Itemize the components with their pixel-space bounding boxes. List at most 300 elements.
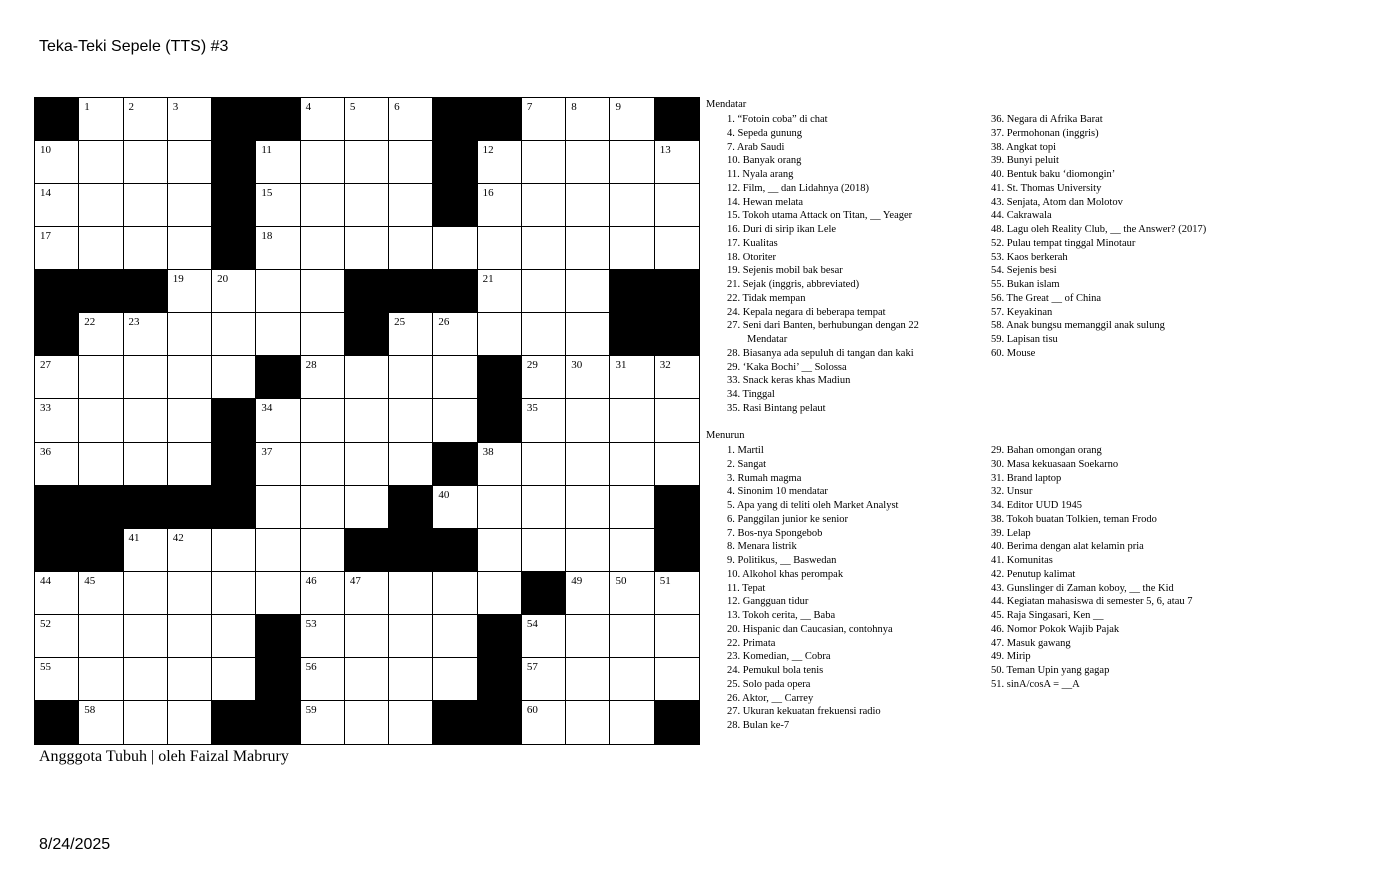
clue-item: 16. Duri di sirip ikan Lele	[727, 224, 837, 235]
clue-item: 22. Tidak mempan	[727, 292, 806, 304]
black-cell	[389, 529, 433, 572]
grid-cell[interactable]	[610, 98, 654, 141]
grid-cell[interactable]	[610, 615, 654, 658]
grid-cell[interactable]	[124, 98, 168, 141]
clue-item: 51. sinA/cosA = __A	[991, 678, 1080, 690]
grid-cell[interactable]	[389, 313, 433, 356]
grid-cell[interactable]	[168, 270, 212, 313]
clue-item: 42. Penutup kalimat	[991, 568, 1076, 580]
clue-number: 2	[128, 101, 135, 113]
grid-cell[interactable]	[79, 701, 123, 744]
grid-cell[interactable]	[35, 141, 79, 184]
clue-number: 57	[526, 660, 538, 673]
clue-item: 59. Lapisan tisu	[991, 334, 1058, 345]
clue-number: 56	[305, 660, 317, 673]
grid-cell[interactable]	[610, 184, 654, 227]
grid-cell[interactable]	[566, 227, 610, 270]
clue-number: 49	[571, 574, 583, 587]
grid-cell[interactable]	[79, 399, 123, 442]
grid-cell[interactable]	[124, 658, 168, 701]
black-cell	[79, 529, 123, 572]
grid-cell[interactable]	[566, 615, 610, 658]
grid-cell[interactable]	[566, 443, 610, 486]
black-cell	[256, 701, 300, 744]
grid-cell[interactable]	[566, 313, 610, 356]
grid-cell[interactable]	[610, 141, 654, 184]
clue-number: 6	[394, 101, 400, 113]
black-cell	[212, 701, 256, 744]
grid-cell[interactable]	[345, 98, 389, 141]
black-cell	[212, 184, 256, 227]
black-cell	[168, 486, 212, 529]
grid-cell[interactable]	[256, 184, 300, 227]
grid-cell[interactable]	[389, 399, 433, 442]
grid-cell[interactable]	[610, 227, 654, 270]
clue-item: 49. Mirip	[991, 651, 1031, 663]
grid-cell[interactable]	[168, 98, 212, 141]
grid-cell[interactable]	[610, 529, 654, 572]
clue-item: 11. Tepat	[727, 582, 766, 594]
black-cell	[433, 443, 477, 486]
grid-cell[interactable]	[522, 270, 566, 313]
grid-cell[interactable]	[655, 399, 699, 442]
clue-number: 4	[305, 101, 312, 113]
clue-item: 54. Sejenis besi	[991, 265, 1057, 277]
clue-item: 18. Otoriter	[727, 251, 776, 263]
clue-number: 32	[659, 359, 671, 372]
clue-number: 28	[305, 359, 317, 372]
grid-cell[interactable]	[655, 443, 699, 486]
grid-cell[interactable]	[79, 98, 123, 141]
clue-number: 22	[84, 316, 96, 329]
clue-number: 3	[172, 101, 179, 113]
grid-cell[interactable]	[566, 572, 610, 615]
grid-cell[interactable]	[478, 313, 522, 356]
grid-cell[interactable]	[124, 572, 168, 615]
clue-item: 1. Martil	[727, 445, 764, 456]
page-title: Teka-Teki Sepele (TTS) #3	[39, 38, 229, 55]
grid-cell[interactable]	[522, 98, 566, 141]
clue-item: 28. Bulan ke-7	[727, 720, 790, 731]
clue-item: 46. Nomor Pokok Wajib Pajak	[991, 623, 1120, 635]
grid-cell[interactable]	[522, 184, 566, 227]
clue-item: 30. Masa kekuasaan Soekarno	[991, 458, 1119, 470]
grid-cell[interactable]	[168, 313, 212, 356]
grid-cell[interactable]	[655, 227, 699, 270]
grid-cell[interactable]	[655, 572, 699, 615]
clue-item: 28. Biasanya ada sepuluh di tangan dan kaki	[727, 347, 914, 359]
grid-cell[interactable]	[168, 443, 212, 486]
clue-item: 10. Banyak orang	[727, 155, 802, 167]
grid-cell[interactable]	[212, 313, 256, 356]
black-cell	[79, 270, 123, 313]
black-cell	[256, 356, 300, 399]
clue-item: 44. Cakrawala	[991, 210, 1052, 222]
grid-cell[interactable]	[301, 529, 345, 572]
print-date: 8/24/2025	[39, 836, 111, 853]
grid-cell[interactable]	[389, 141, 433, 184]
grid-cell[interactable]	[168, 227, 212, 270]
grid-cell[interactable]	[124, 615, 168, 658]
grid-cell[interactable]	[301, 399, 345, 442]
grid-cell[interactable]	[35, 184, 79, 227]
grid-cell[interactable]	[256, 486, 300, 529]
black-cell	[433, 529, 477, 572]
black-cell	[478, 615, 522, 658]
black-cell	[433, 98, 477, 141]
clue-item: 9. Politikus, __ Baswedan	[727, 555, 837, 566]
clue-item: 20. Hispanic dan Caucasian, contohnya	[727, 623, 893, 635]
grid-cell[interactable]	[301, 615, 345, 658]
grid-cell[interactable]	[655, 184, 699, 227]
grid-cell[interactable]	[79, 141, 123, 184]
grid-cell[interactable]	[522, 443, 566, 486]
grid-cell[interactable]	[301, 658, 345, 701]
grid-cell[interactable]	[566, 356, 610, 399]
grid-cell[interactable]	[79, 615, 123, 658]
clue-item: 35. Rasi Bintang pelaut	[727, 402, 826, 414]
grid-cell[interactable]	[256, 443, 300, 486]
grid-cell[interactable]	[389, 98, 433, 141]
grid-cell[interactable]	[301, 486, 345, 529]
grid-cell[interactable]	[212, 270, 256, 313]
grid-cell[interactable]	[610, 399, 654, 442]
grid-cell[interactable]	[522, 486, 566, 529]
grid-cell[interactable]	[124, 701, 168, 744]
grid-cell[interactable]	[301, 572, 345, 615]
grid-cell[interactable]	[256, 313, 300, 356]
grid-cell[interactable]	[478, 529, 522, 572]
across-heading: Mendatar	[706, 99, 747, 110]
grid-cell[interactable]	[566, 399, 610, 442]
grid-cell[interactable]	[124, 184, 168, 227]
grid-cell[interactable]	[522, 227, 566, 270]
clue-number: 46	[305, 574, 317, 587]
grid-cell[interactable]	[301, 184, 345, 227]
grid-cell[interactable]	[522, 141, 566, 184]
grid-cell[interactable]	[566, 98, 610, 141]
clue-number: 11	[261, 144, 272, 157]
black-cell	[522, 572, 566, 615]
clue-item: 47. Masuk gawang	[991, 637, 1071, 649]
clue-item: 52. Pulau tempat tinggal Minotaur	[991, 237, 1136, 249]
grid-cell[interactable]	[345, 227, 389, 270]
grid-cell[interactable]	[168, 615, 212, 658]
clue-number: 58	[84, 703, 96, 716]
clue-item: 39. Bunyi peluit	[991, 155, 1059, 167]
clue-number: 60	[526, 703, 538, 716]
black-cell	[256, 615, 300, 658]
clue-number: 44	[40, 574, 51, 587]
grid-cell[interactable]	[79, 184, 123, 227]
clue-item: 39. Lelap	[991, 527, 1031, 539]
grid-cell[interactable]	[566, 701, 610, 744]
grid-cell[interactable]	[389, 227, 433, 270]
grid-cell[interactable]	[566, 270, 610, 313]
across-clues-col1	[727, 113, 919, 416]
grid-cell[interactable]	[389, 701, 433, 744]
grid-cell[interactable]	[35, 615, 79, 658]
clue-item: 56. The Great __ of China	[991, 292, 1102, 304]
clue-item: 48. Lagu oleh Reality Club, __ the Answer? (2017)	[991, 224, 1207, 235]
grid-cell[interactable]	[566, 141, 610, 184]
down-clues-col1	[727, 444, 898, 733]
grid-cell[interactable]	[124, 356, 168, 399]
grid-cell[interactable]	[345, 572, 389, 615]
black-cell	[345, 270, 389, 313]
grid-cell[interactable]	[389, 443, 433, 486]
grid-cell[interactable]	[433, 356, 477, 399]
grid-cell[interactable]	[478, 184, 522, 227]
black-cell	[655, 313, 699, 356]
clue-number: 29	[526, 359, 538, 372]
grid-cell[interactable]	[345, 443, 389, 486]
grid-cell[interactable]	[256, 141, 300, 184]
grid-cell[interactable]	[566, 184, 610, 227]
grid-cell[interactable]	[124, 227, 168, 270]
grid-cell[interactable]	[301, 270, 345, 313]
clue-item: 17. Kualitas	[727, 237, 778, 249]
clue-number: 23	[128, 316, 140, 329]
clue-item: 33. Snack keras khas Madiun	[727, 375, 851, 387]
clue-item: 58. Anak bungsu memanggil anak sulung	[991, 320, 1165, 332]
grid-cell[interactable]	[212, 356, 256, 399]
black-cell	[478, 356, 522, 399]
clue-number: 39	[217, 488, 229, 501]
grid-cell[interactable]	[168, 399, 212, 442]
clue-item: 15. Tokoh utama Attack on Titan, __ Yeager	[727, 210, 913, 222]
grid-cell[interactable]	[655, 615, 699, 658]
black-cell	[124, 270, 168, 313]
grid-cell[interactable]	[345, 486, 389, 529]
grid-cell[interactable]	[433, 313, 477, 356]
grid-cell[interactable]	[168, 701, 212, 744]
clue-item: 41. Komunitas	[991, 555, 1053, 566]
grid-cell[interactable]	[433, 486, 477, 529]
grid-cell[interactable]	[389, 356, 433, 399]
grid-cell[interactable]	[124, 399, 168, 442]
grid-cell[interactable]	[655, 658, 699, 701]
grid-cell[interactable]	[301, 443, 345, 486]
clue-item: 19. Sejenis mobil bak besar	[727, 265, 843, 277]
grid-cell[interactable]	[522, 615, 566, 658]
grid-cell[interactable]	[522, 658, 566, 701]
black-cell	[655, 529, 699, 572]
grid-cell[interactable]	[79, 227, 123, 270]
grid-cell[interactable]	[256, 572, 300, 615]
grid-cell[interactable]	[124, 141, 168, 184]
grid-cell[interactable]	[79, 356, 123, 399]
grid-cell[interactable]	[522, 399, 566, 442]
grid-cell[interactable]	[478, 572, 522, 615]
grid-cell[interactable]	[79, 313, 123, 356]
black-cell	[478, 98, 522, 141]
grid-cell[interactable]	[389, 184, 433, 227]
clue-item: 14. Hewan melata	[727, 196, 804, 208]
grid-cell[interactable]	[301, 701, 345, 744]
clue-item: 26. Aktor, __ Carrey	[727, 692, 814, 704]
grid-cell[interactable]	[301, 356, 345, 399]
grid-cell[interactable]	[566, 486, 610, 529]
clue-item: 3. Rumah magma	[727, 472, 802, 484]
grid-cell[interactable]	[212, 572, 256, 615]
clue-item: 12. Film, __ dan Lidahnya (2018)	[727, 182, 870, 194]
grid-cell[interactable]	[168, 572, 212, 615]
grid-cell[interactable]	[433, 615, 477, 658]
black-cell	[433, 184, 477, 227]
grid-cell[interactable]	[345, 356, 389, 399]
black-cell	[35, 270, 79, 313]
clue-item: 36. Negara di Afrika Barat	[991, 114, 1103, 125]
clue-item: 57. Keyakinan	[991, 306, 1053, 318]
grid-cell[interactable]	[433, 399, 477, 442]
grid-cell[interactable]	[478, 270, 522, 313]
grid-cell[interactable]	[389, 572, 433, 615]
clue-number: 52	[40, 617, 51, 630]
grid-cell[interactable]	[610, 486, 654, 529]
clue-number: 37	[261, 445, 273, 458]
clue-number: 50	[615, 574, 627, 587]
clue-item: 43. Gunslinger di Zaman koboy, __ the Kid	[991, 582, 1174, 594]
clue-number: 7	[526, 101, 533, 113]
grid-cell[interactable]	[522, 313, 566, 356]
clue-number: 25	[394, 316, 406, 329]
grid-cell[interactable]	[345, 701, 389, 744]
clue-item: 31. Brand laptop	[991, 472, 1062, 484]
black-cell	[35, 701, 79, 744]
grid-cell[interactable]	[433, 227, 477, 270]
black-cell	[478, 701, 522, 744]
grid-cell[interactable]	[522, 701, 566, 744]
grid-cell[interactable]	[655, 141, 699, 184]
clue-item: 60. Mouse	[991, 347, 1036, 359]
clue-item: 4. Sepeda gunung	[727, 127, 802, 139]
grid-cell[interactable]	[212, 615, 256, 658]
grid-cell[interactable]	[389, 658, 433, 701]
grid-cell[interactable]	[168, 529, 212, 572]
grid-cell[interactable]	[301, 141, 345, 184]
grid-cell[interactable]	[168, 141, 212, 184]
grid-cell[interactable]	[256, 399, 300, 442]
clue-item: 6. Panggilan junior ke senior	[727, 513, 849, 525]
grid-cell[interactable]	[522, 529, 566, 572]
grid-cell[interactable]	[610, 572, 654, 615]
clue-item: 4. Sinonim 10 mendatar	[727, 486, 828, 498]
grid-cell[interactable]	[345, 399, 389, 442]
grid-cell[interactable]	[79, 572, 123, 615]
clue-number: 43	[394, 531, 406, 544]
grid-cell[interactable]	[301, 313, 345, 356]
black-cell	[124, 486, 168, 529]
grid-cell[interactable]	[345, 615, 389, 658]
clue-item: 2. Sangat	[727, 458, 767, 470]
grid-cell[interactable]	[389, 615, 433, 658]
grid-cell[interactable]	[610, 443, 654, 486]
grid-cell[interactable]	[256, 227, 300, 270]
black-cell	[478, 399, 522, 442]
grid-cell[interactable]	[35, 399, 79, 442]
grid-cell[interactable]	[566, 529, 610, 572]
grid-cell[interactable]	[301, 227, 345, 270]
clue-item: 29. ‘Kaka Bochi’ __ Solossa	[727, 361, 847, 373]
clue-number: 36	[40, 445, 51, 458]
grid-cell[interactable]	[256, 529, 300, 572]
black-cell	[433, 701, 477, 744]
black-cell	[212, 227, 256, 270]
clue-number: 41	[128, 531, 140, 544]
clue-number: 19	[172, 273, 184, 286]
grid-cell[interactable]	[610, 356, 654, 399]
clue-number: 51	[659, 574, 671, 587]
grid-cell[interactable]	[212, 529, 256, 572]
grid-cell[interactable]	[79, 443, 123, 486]
grid-cell[interactable]	[478, 227, 522, 270]
clue-item: 8. Menara listrik	[727, 541, 797, 553]
grid-cell[interactable]	[478, 443, 522, 486]
grid-cell[interactable]	[124, 529, 168, 572]
grid-cell[interactable]	[345, 184, 389, 227]
clue-number: 53	[305, 617, 317, 630]
grid-cell[interactable]	[256, 270, 300, 313]
grid-cell[interactable]	[345, 141, 389, 184]
grid-cell[interactable]	[79, 658, 123, 701]
clue-number: 45	[84, 574, 96, 587]
grid-cell[interactable]	[124, 443, 168, 486]
grid-cell[interactable]	[124, 313, 168, 356]
grid-cell[interactable]	[168, 658, 212, 701]
clue-item: 50. Teman Upin yang gagap	[991, 665, 1110, 676]
grid-cell[interactable]	[35, 356, 79, 399]
clue-number: 10	[40, 144, 51, 157]
grid-cell[interactable]	[35, 443, 79, 486]
black-cell	[212, 98, 256, 141]
grid-cell[interactable]	[478, 486, 522, 529]
clue-item: 21. Sejak (inggris, abbreviated)	[727, 279, 860, 290]
clue-item: 24. Pemukul bola tenis	[727, 665, 824, 676]
grid-cell[interactable]	[301, 98, 345, 141]
clue-number: 17	[40, 230, 51, 243]
grid-cell[interactable]	[168, 184, 212, 227]
puzzle-caption: Angggota Tubuh | oleh Faizal Mabrury	[39, 748, 289, 765]
grid-cell[interactable]	[212, 658, 256, 701]
grid-cell[interactable]	[433, 572, 477, 615]
grid-cell[interactable]	[168, 356, 212, 399]
black-cell	[79, 486, 123, 529]
clue-item: 40. Bentuk baku ‘diomongin’	[991, 169, 1116, 180]
grid-cell[interactable]	[610, 658, 654, 701]
grid-cell[interactable]	[35, 572, 79, 615]
clue-item: 53. Kaos berkerah	[991, 251, 1068, 263]
black-cell	[212, 141, 256, 184]
clue-number: 1	[84, 101, 90, 113]
grid-cell[interactable]	[610, 701, 654, 744]
grid-cell[interactable]	[345, 658, 389, 701]
clue-number: 27	[40, 359, 51, 372]
clue-number: 59	[305, 703, 317, 716]
grid-cell[interactable]	[35, 227, 79, 270]
black-cell	[433, 270, 477, 313]
clue-item: 7. Arab Saudi	[727, 141, 785, 153]
clue-number: 9	[615, 101, 621, 113]
grid-cell[interactable]	[522, 356, 566, 399]
grid-cell[interactable]	[655, 356, 699, 399]
grid-cell[interactable]	[478, 141, 522, 184]
black-cell	[655, 701, 699, 744]
grid-cell[interactable]	[35, 658, 79, 701]
grid-cell[interactable]	[433, 658, 477, 701]
black-cell	[433, 141, 477, 184]
grid-cell[interactable]	[566, 658, 610, 701]
